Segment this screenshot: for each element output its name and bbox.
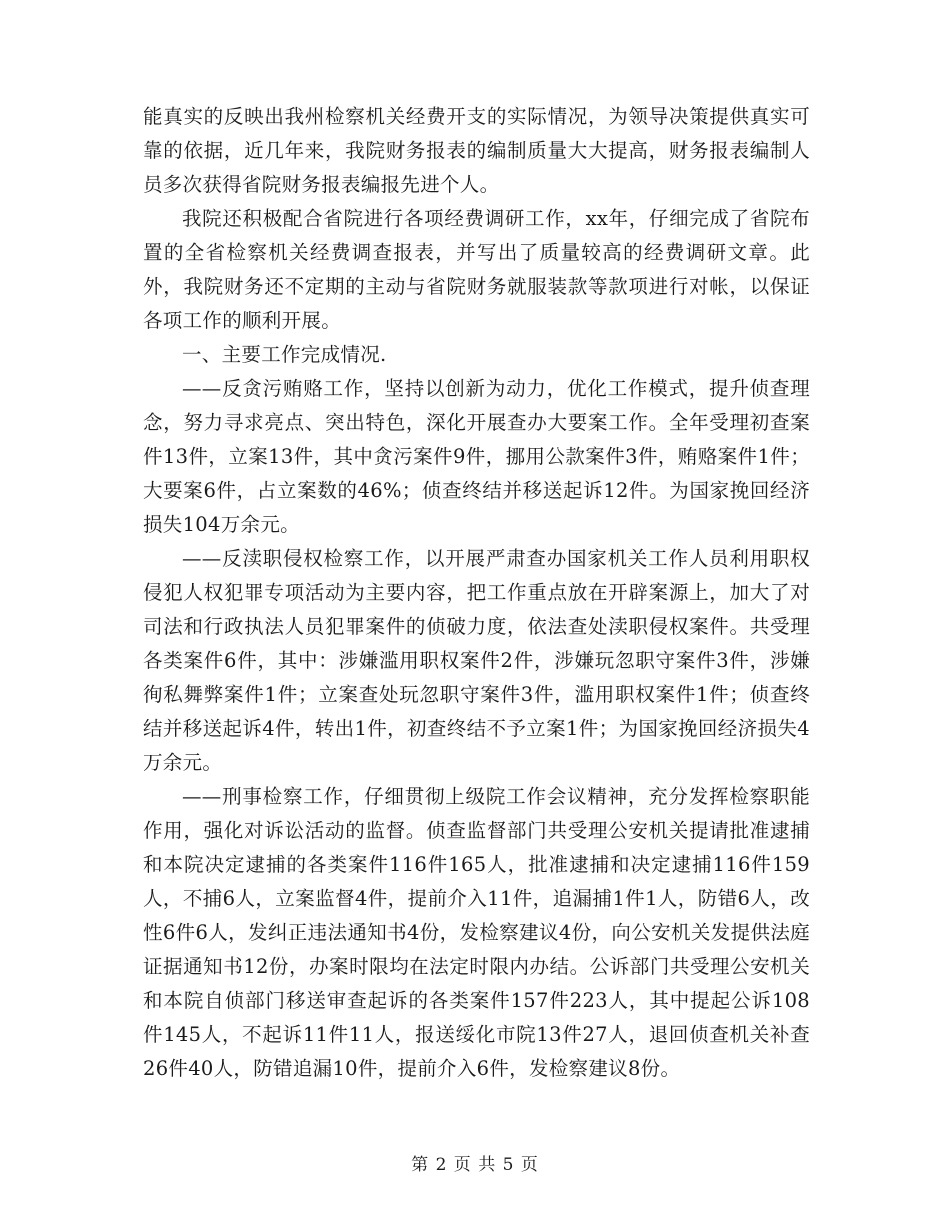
document-body [143, 100, 810, 1086]
section-heading: 一、主要工作完成情况. [182, 343, 387, 366]
paragraph-2: 我院还积极配合省院进行各项经费调研工作，xx年，仔细完成了省院布置的全省检察机关经费调查报表，并写出了质量较高的经费调研文章。此外，我院财务还不定期的主动与省院财务就服装款等款项进行对帐，以保证各项工作的顺利开展。 [143, 207, 810, 332]
paragraph-anti-malfeasance: ——反渎职侵权检察工作，以开展严肃查办国家机关工作人员利用职权侵犯人权犯罪专项活动为主要内容，把工作重点放在开辟案源上，加大了对司法和行政执法人员犯罪案件的侦破力度，依法查处渎职侵权案件。共受理各类案件6件，其中：涉嫌滥用职权案件2件，涉嫌玩忽职守案件3件，涉嫌徇私舞弊案件1件；立案查处玩忽职守案件3件，滥用职权案件1件；侦查终结并移送起诉4件，转出1件，初查终结不予立案1件；为国家挽回经济损失4万余元。 [143, 547, 810, 774]
page-number-footer: 第 2 页 共 5 页 [411, 1155, 539, 1175]
paragraph-anti-corruption: ——反贪污贿赂工作，坚持以创新为动力，优化工作模式，提升侦查理念，努力寻求亮点、突出特色，深化开展查办大要案工作。全年受理初查案件13件，立案13件，其中贪污案件9件，挪用公款案件3件，贿赂案件1件；大要案6件，占立案数的46%；侦查终结并移送起诉12件。为国家挽回经济损失104万余元。 [143, 377, 810, 536]
paragraph-criminal-procuratorial: ——刑事检察工作，仔细贯彻上级院工作会议精神，充分发挥检察职能作用，强化对诉讼活动的监督。侦查监督部门共受理公安机关提请批准逮捕和本院决定逮捕的各类案件116件165人，批准逮捕和决定逮捕116件159人，不捕6人，立案监督4件，提前介入11件，追漏捕1件1人，防错6人，改性6件6人，发纠正违法通知书4份，发检察建议4份，向公安机关发提供法庭证据通知书12份，办案时限均在法定时限内办结。公诉部门共受理公安机关和本院自侦部门移送审查起诉的各类案件157件223人，其中提起公诉108件145人，不起诉11件11人，报送绥化市院13件27人，退回侦查机关补查26件40人，防错追漏10件，提前介入6件，发检察建议8份。 [143, 785, 810, 1080]
paragraph-1: 能真实的反映出我州检察机关经费开支的实际情况，为领导决策提供真实可靠的依据，近几年来，我院财务报表的编制质量大大提高，财务报表编制人员多次获得省院财务报表编报先进个人。 [143, 105, 810, 196]
